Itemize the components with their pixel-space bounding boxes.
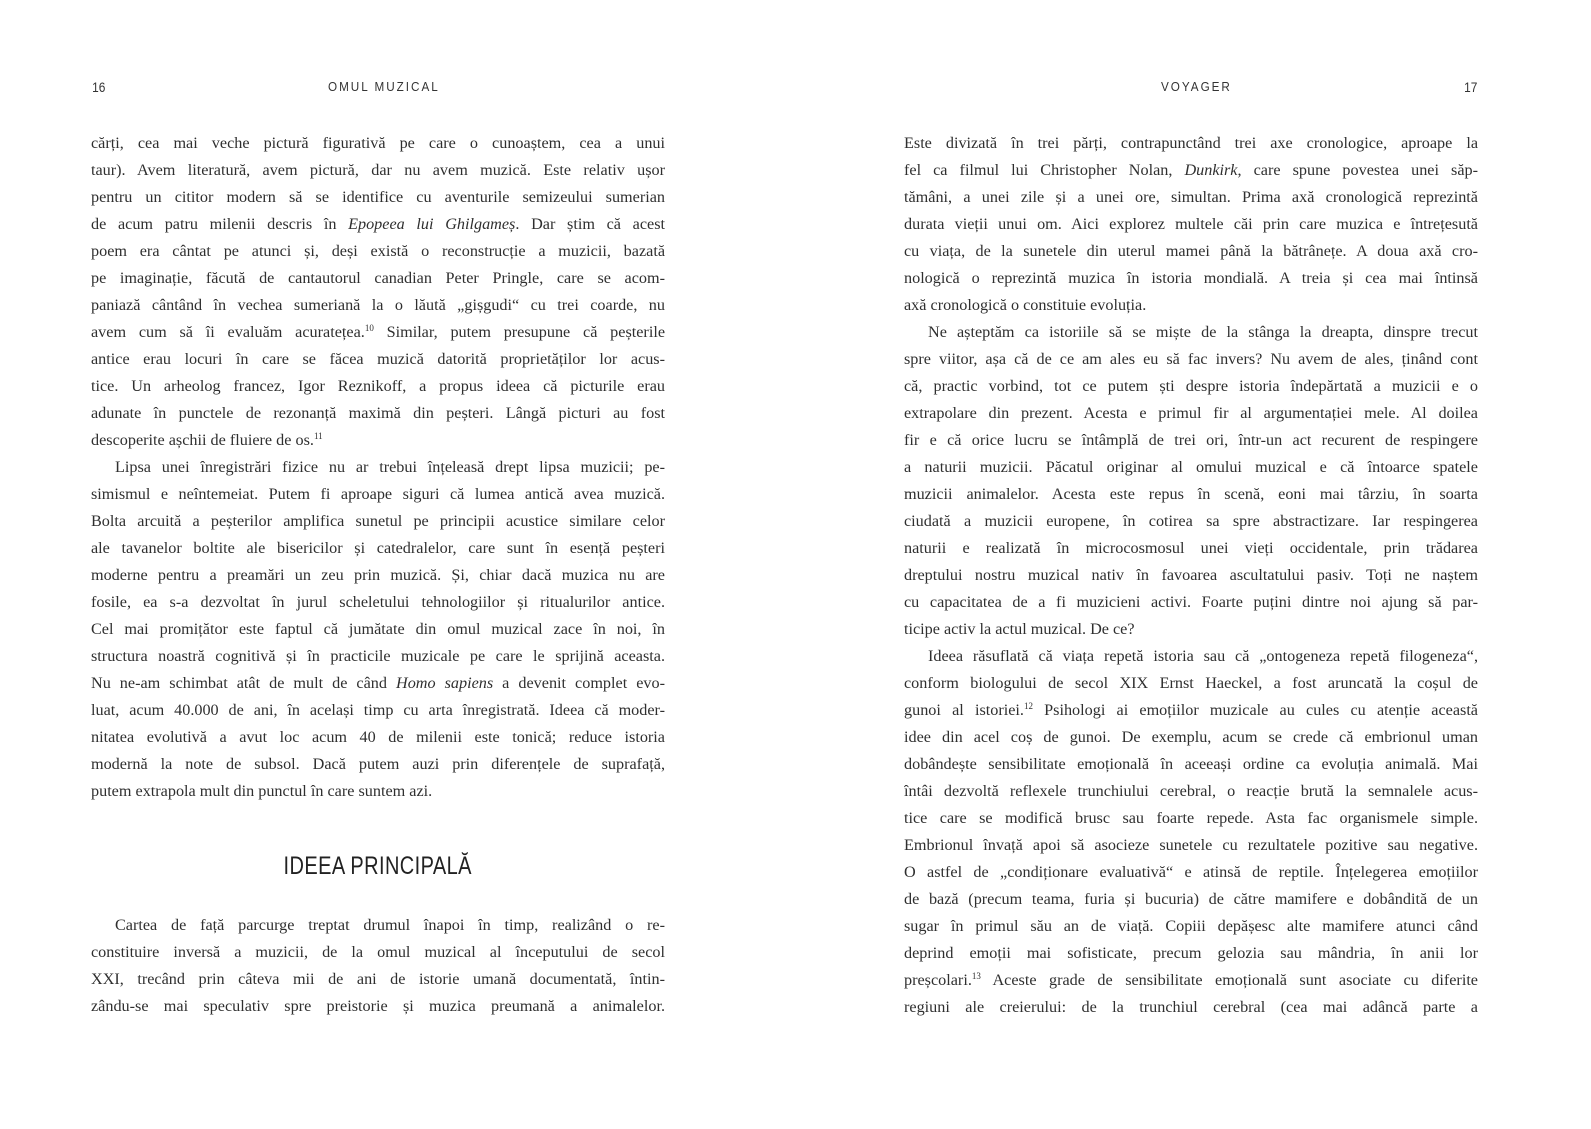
- text-run: idee din acel coș de gunoi. De exemplu, acum se crede că embrionul uman: [904, 728, 1478, 746]
- text-run: naturii e realizată în microcosmosul unei vieți occidentale, prin trădarea: [904, 539, 1478, 557]
- text-run: Nu ne-am schimbat atât de mult de când: [91, 674, 396, 692]
- text-run: avem cum să îi evaluăm acuratețea.: [91, 323, 365, 341]
- text-run: descoperite așchii de fluiere de os.: [91, 431, 314, 449]
- text-line: [91, 966, 665, 993]
- text-line: [904, 562, 1478, 589]
- text-line: [904, 292, 1478, 319]
- right-page: [796, 0, 1591, 1129]
- text-run: tice. Un arheolog francez, Igor Reznikoff, a propus ideea că picturile erau: [91, 377, 665, 395]
- text-run: ale tavanelor boltite ale bisericilor și catedralelor, care sunt în esență peșteri: [91, 539, 665, 557]
- text-run: că, practic vorbind, tot ce putem ști despre istoria îndepărtată a muzicii e o: [904, 377, 1478, 395]
- text-run: Ne așteptăm ca istoriile să se miște de la stânga la dreapta, dinspre trecut: [928, 323, 1478, 341]
- text-line: [91, 508, 665, 535]
- text-run: XXI, trecând prin câteva mii de ani de istorie umană documentată, întin-: [91, 970, 665, 988]
- text-run: Similar, putem presupune că peșterile: [373, 323, 665, 341]
- text-line: [904, 454, 1478, 481]
- text-run: cărți, cea mai veche pictură figurativă pe care o cunoaștem, cea a unui: [91, 134, 665, 152]
- text-run: nitatea evolutivă a avut loc acum 40 de milenii este tonică; reduce istoria: [91, 728, 665, 746]
- text-line: [91, 697, 665, 724]
- text-line: [91, 562, 665, 589]
- text-run: conform biologului de secol XIX Ernst Haeckel, a fost aruncată la coșul de: [904, 674, 1478, 692]
- text-line: [91, 912, 665, 939]
- section-heading: [91, 852, 665, 881]
- text-line: [91, 238, 665, 265]
- text-run: taur). Avem literatură, avem pictură, dar nu avem muzică. Este relativ ușor: [91, 161, 665, 179]
- text-run: , care spune povestea unei săp-: [1237, 161, 1478, 179]
- text-line: [91, 157, 665, 184]
- footnote-ref: 13: [971, 971, 981, 981]
- running-head: OMUL MUZICAL: [328, 79, 440, 94]
- text-run: preșcolari.: [904, 971, 972, 989]
- text-line: [904, 832, 1478, 859]
- text-line: [904, 913, 1478, 940]
- text-line: [904, 211, 1478, 238]
- text-run: extrapolare din prezent. Acesta e primul fir al argumentației mele. Al doilea: [904, 404, 1478, 422]
- text-run: Lipsa unei înregistrări fizice nu ar trebui înțeleasă drept lipsa muzicii; pe-: [115, 458, 665, 476]
- text-line: [904, 697, 1478, 724]
- text-line: [91, 292, 665, 319]
- paragraph: [91, 130, 665, 454]
- text-run: modernă la note de subsol. Dacă putem auzi prin diferențele de suprafață,: [91, 755, 665, 773]
- text-line: [904, 859, 1478, 886]
- paragraph: [904, 319, 1478, 643]
- text-line: [91, 265, 665, 292]
- text-run: dreptului nostru muzical nativ în favoarea ascultatului pasiv. Toți ne naștem: [904, 566, 1478, 584]
- text-line: [904, 724, 1478, 751]
- text-run: Bolta arcuită a peșterilor amplifica sunetul pe principii acustice similare celor: [91, 512, 665, 530]
- text-run: Aceste grade de sensibilitate emoțională sunt asociate cu diferite: [980, 971, 1478, 989]
- text-run: nologică o reprezintă muzica în istoria mondială. A treia și cea mai întinsă: [904, 269, 1478, 287]
- text-line: [91, 616, 665, 643]
- text-run: de acum patru milenii descris în: [91, 215, 349, 233]
- text-run: . Dar știm că acest: [515, 215, 665, 233]
- text-line: [91, 346, 665, 373]
- text-run: Psihologi ai emoțiilor muzicale au cules cu atenție această: [1032, 701, 1478, 719]
- paragraph: [91, 912, 665, 1020]
- text-run: regiuni ale creierului: de la trunchiul cerebral (cea mai adâncă parte a: [904, 998, 1478, 1016]
- text-line: [91, 211, 665, 238]
- footnote-ref: 11: [313, 431, 323, 441]
- footnote-ref: 10: [364, 323, 374, 333]
- text-line: [91, 993, 665, 1020]
- text-line: [904, 508, 1478, 535]
- text-run: gunoi al istoriei.: [904, 701, 1024, 719]
- page-number: 17: [1464, 79, 1478, 95]
- text-line: [904, 373, 1478, 400]
- text-run: ticipe activ la actul muzical. De ce?: [904, 620, 1135, 638]
- text-line: [904, 994, 1478, 1021]
- text-run: durata vieții unui om. Aici explorez multele căi prin care muzica e întrețesută: [904, 215, 1478, 233]
- text-line: [91, 319, 665, 346]
- text-line: [904, 940, 1478, 967]
- text-line: [904, 778, 1478, 805]
- text-run: fosile, ea s-a dezvoltat în jurul scheletului tehnologiilor și ritualurilor antice.: [91, 593, 665, 611]
- text-run: cu viața, de la sunetele din uterul mamei până la bătrânețe. A doua axă cro-: [904, 242, 1478, 260]
- text-line: [904, 805, 1478, 832]
- text-run: zându-se mai speculativ spre preistorie și muzica preumană a animalelor.: [91, 997, 665, 1015]
- text-run: luat, acum 40.000 de ani, în același timp cu arta înregistrată. Ideea că moder-: [91, 701, 665, 719]
- text-run: sugar în primul său an de viață. Copiii depășesc alte mamifere atunci când: [904, 917, 1478, 935]
- text-line: [904, 130, 1478, 157]
- text-line: [904, 346, 1478, 373]
- text-line: [91, 670, 665, 697]
- text-run: ciudată a muzicii europene, în cotirea sa spre abstractizare. Iar respingerea: [904, 512, 1478, 530]
- text-line: [91, 481, 665, 508]
- text-run: dobândește sensibilitate emoțională în aceeași ordine ca evoluția animală. Mai: [904, 755, 1478, 773]
- text-run: paniază cântând în vechea sumeriană la o lăută „gișgudi“ cu trei coarde, nu: [91, 296, 665, 314]
- paragraph: [904, 130, 1478, 319]
- body-text: [904, 130, 1478, 1021]
- text-line: [904, 400, 1478, 427]
- text-line: [91, 130, 665, 157]
- text-run: întâi dezvoltă reflexele trunchiului cerebral, o reacție brută la semnalele acus-: [904, 782, 1478, 800]
- body-text-top: [91, 130, 665, 805]
- italic-title: Epopeea lui Ghilgameș: [348, 215, 516, 233]
- text-line: [904, 481, 1478, 508]
- footnote-ref: 12: [1023, 701, 1033, 711]
- text-line: [91, 427, 665, 454]
- italic-title: Homo sapiens: [396, 674, 494, 692]
- text-run: de bază (precum teama, furia și bucuria) de către mamifere e dobândită de un: [904, 890, 1478, 908]
- text-line: [904, 265, 1478, 292]
- text-run: Cel mai promițător este faptul că jumătate din omul muzical zace în noi, în: [91, 620, 665, 638]
- text-run: muzicii animalelor. Acesta este repus în scenă, eoni mai târziu, în soarta: [904, 485, 1478, 503]
- page-number: 16: [92, 79, 106, 95]
- text-line: [904, 319, 1478, 346]
- text-run: spre viitor, așa că de ce am ales eu să fac invers? Nu avem de ales, ținând cont: [904, 350, 1478, 368]
- body-text-bottom: [91, 912, 665, 1020]
- text-run: deprind emoții mai sofisticate, precum gelozia sau mândria, în anii lor: [904, 944, 1478, 962]
- text-line: [904, 184, 1478, 211]
- text-line: [904, 967, 1478, 994]
- text-line: [91, 184, 665, 211]
- text-line: [91, 589, 665, 616]
- running-head: VOYAGER: [1161, 79, 1232, 94]
- text-run: Ideea răsuflată că viața repetă istoria sau că „ontogeneza repetă filogeneza“,: [928, 647, 1478, 665]
- text-line: [904, 157, 1478, 184]
- text-line: [904, 238, 1478, 265]
- text-run: axă cronologică o constituie evoluția.: [904, 296, 1147, 314]
- text-line: [904, 535, 1478, 562]
- text-line: [904, 751, 1478, 778]
- text-run: putem extrapola mult din punctul în care suntem azi.: [91, 782, 433, 800]
- left-page: [0, 0, 795, 1129]
- text-run: cu capacitatea de a fi muzicieni activi. Foarte puțini dintre noi ajung să par-: [904, 593, 1478, 611]
- text-run: Cartea de față parcurge treptat drumul înapoi în timp, realizând o re-: [115, 916, 665, 934]
- text-run: fel ca filmul lui Christopher Nolan,: [904, 161, 1185, 179]
- paragraph: [904, 643, 1478, 1021]
- text-run: moderne pentru a preamări un zeu prin muzică. Și, chiar dacă muzica nu are: [91, 566, 665, 584]
- text-line: [91, 751, 665, 778]
- text-run: pentru un cititor modern să se identifice cu aventurile semizeului sumerian: [91, 188, 665, 206]
- text-line: [904, 670, 1478, 697]
- text-line: [904, 643, 1478, 670]
- text-line: [904, 589, 1478, 616]
- text-run: poem era cântat pe atunci și, deși există o reconstrucție a muzicii, bazată: [91, 242, 665, 260]
- text-line: [91, 535, 665, 562]
- text-run: a devenit complet evo-: [493, 674, 665, 692]
- text-run: tămâni, a unei zile și a unei ore, simultan. Prima axă cronologică reprezintă: [904, 188, 1478, 206]
- text-run: Embrionul învață apoi să asocieze sunetele cu rezultatele pozitive sau negative.: [904, 836, 1478, 854]
- text-run: pe imaginație, făcută de cantautorul canadian Peter Pringle, care se acom-: [91, 269, 665, 287]
- section-heading-text: IDEEA PRINCIPALĂ: [283, 852, 473, 880]
- text-line: [91, 400, 665, 427]
- text-line: [91, 778, 665, 805]
- text-run: structura noastră cognitivă și în practicile muzicale pe care le sprijină aceasta.: [91, 647, 665, 665]
- text-run: O astfel de „condiționare evaluativă“ e atinsă de reptile. Înțelegerea emoțiilor: [904, 863, 1478, 881]
- text-run: adunate în punctele de rezonanță maximă din peșteri. Lângă picturi au fost: [91, 404, 665, 422]
- text-run: antice erau locuri în care se făcea muzică datorită proprietăților lor acus-: [91, 350, 665, 368]
- text-run: a naturii muzicii. Păcatul originar al omului muzical e că întoarce spatele: [904, 458, 1478, 476]
- text-run: tice care se modifică brusc sau foarte repede. Asta fac organismele simple.: [904, 809, 1478, 827]
- italic-title: Dunkirk: [1184, 161, 1238, 179]
- text-run: fir e că orice lucru se întâmplă de trei ori, într-un act recurent de respingere: [904, 431, 1478, 449]
- text-line: [91, 724, 665, 751]
- text-run: constituire inversă a muzicii, de la omul muzical al începutului de secol: [91, 943, 665, 961]
- text-line: [904, 886, 1478, 913]
- text-line: [904, 616, 1478, 643]
- text-line: [91, 643, 665, 670]
- text-line: [91, 373, 665, 400]
- text-run: simismul e neîntemeiat. Putem fi aproape siguri că lumea antică avea muzică.: [91, 485, 665, 503]
- text-run: Este divizată în trei părți, contrapunctând trei axe cronologice, aproape la: [904, 134, 1478, 152]
- text-line: [904, 427, 1478, 454]
- text-line: [91, 454, 665, 481]
- paragraph: [91, 454, 665, 805]
- text-line: [91, 939, 665, 966]
